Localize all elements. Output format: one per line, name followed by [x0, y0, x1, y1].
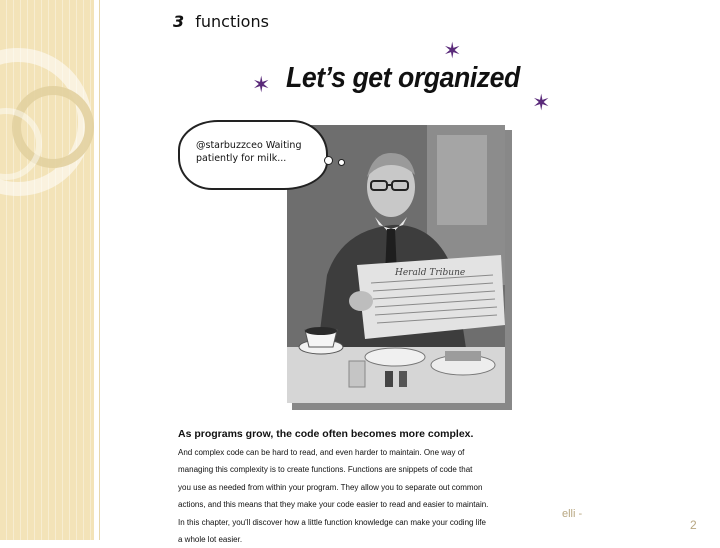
page-number: 2 [690, 518, 697, 532]
footer-text: elli - [562, 508, 583, 520]
body-lead: As programs grow, the code often becomes more complex. [178, 428, 474, 440]
page-title: Let’s get organized [286, 62, 520, 94]
chapter-number: 3 [173, 12, 185, 31]
body-line: managing this complexity is to create functions. Functions are snippets of code that [178, 465, 473, 475]
thought-bubble-dot [338, 159, 345, 166]
sparkle-star-icon: ✶ [443, 38, 462, 63]
sparkle-star-icon: ✶ [532, 90, 551, 115]
body-line: And complex code can be hard to read, and even harder to maintain. One way of [178, 448, 465, 457]
decorative-sidebar [0, 0, 94, 540]
body-line: a whole lot easier. [178, 535, 243, 545]
chapter-label: functions [195, 12, 269, 31]
sidebar-divider-line [99, 0, 100, 540]
body-line: actions, and this means that they make your code easier to read and easier to maintain. [178, 500, 489, 510]
thought-bubble-text: @starbuzzceo Waiting patiently for milk... [196, 140, 302, 164]
body-text [178, 428, 538, 548]
body-line: In this chapter, you'll discover how a little function knowledge can make your coding life [178, 517, 486, 527]
sidebar-divider [94, 0, 97, 540]
svg-text:Herald Tribune: Herald Tribune [395, 268, 466, 278]
sparkle-star-icon: ✶ [252, 72, 271, 97]
chapter-heading [173, 12, 269, 31]
body-line: you use as needed from within your program. They allow you to separate out common [178, 482, 483, 492]
thought-bubble-dot [324, 156, 333, 165]
